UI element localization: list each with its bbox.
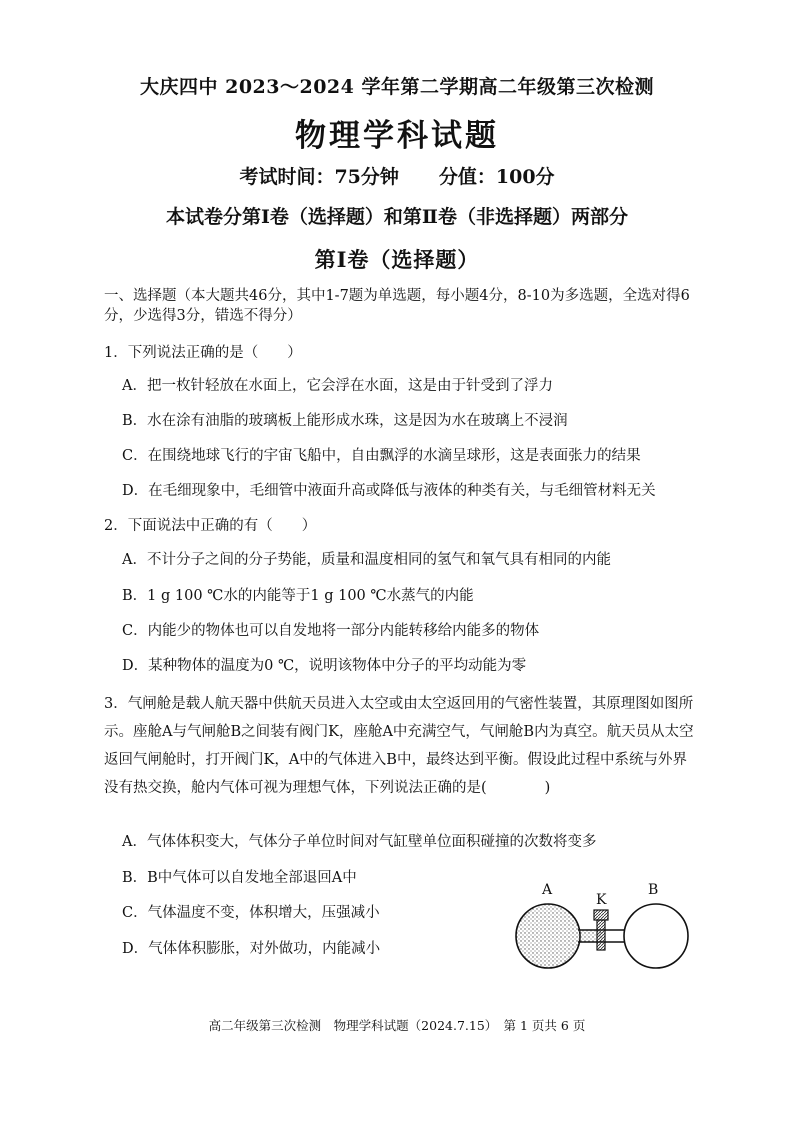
question-3-stem: 3．气闸舱是载人航天器中供航天员进入太空或由太空返回用的气密性装置，其原理图如图所示。座舱A与气闸舱B之间装有阀门K，座舱A中充满空气，气闸舱B内为真空。航天员从太空返回气闸舱时，打开阀门K，A中的气体进入B中，最终达到平衡。假设此过程中系统与外界没有热交换，舱内气体可视为理想气体，下列说法正确的是( ): [104, 696, 694, 796]
valve-k-stem: [597, 920, 605, 950]
question-2-option-d: D．某种物体的温度为0 ℃，说明该物体中分子的平均动能为零: [122, 658, 527, 674]
valve-k-handle: [594, 910, 608, 920]
question-3-option-c: C．气体温度不变，体积增大，压强减小: [122, 905, 380, 921]
question-3-option-d: D．气体体积膨胀，对外做功，内能减小: [122, 941, 381, 957]
label-a: A: [542, 882, 553, 898]
question-2-option-b: B．1 g 100 ℃水的内能等于1 g 100 ℃水蒸气的内能: [122, 588, 474, 604]
question-3-option-b: B．B中气体可以自发地全部退回A中: [122, 870, 357, 886]
exam-header: 大庆四中 2023～2024 学年第二学期高二年级第三次检测: [140, 76, 654, 98]
page-footer: 高二年级第三次检测 物理学科试题（2024.7.15） 第 1 页共 6 页: [208, 1018, 586, 1033]
question-2-option-a: A．不计分子之间的分子势能，质量和温度相同的氢气和氧气具有相同的内能: [122, 552, 611, 568]
paper-structure: 本试卷分第Ⅰ卷（选择题）和第Ⅱ卷（非选择题）两部分: [166, 206, 628, 228]
label-k: K: [596, 892, 607, 908]
question-1-option-b: B．水在涂有油脂的玻璃板上能形成水珠，这是因为水在玻璃上不浸润: [122, 413, 568, 429]
exam-time: 考试时间：75分钟: [239, 166, 399, 188]
question-3-option-a: A．气体体积变大，气体分子单位时间对气缸壁单位面积碰撞的次数将变多: [122, 834, 597, 850]
exam-info: [0, 162, 794, 189]
question-1-option-d: D．在毛细现象中，毛细管中液面升高或降低与液体的种类有关，与毛细管材料无关: [122, 483, 656, 499]
chamber-b: [624, 904, 688, 968]
question-1-stem: 1．下列说法正确的是（ ）: [104, 345, 302, 361]
label-b: B: [648, 882, 659, 898]
part-title: 第Ⅰ卷（选择题）: [314, 247, 480, 272]
airlock-diagram: [508, 880, 698, 970]
question-2-option-c: C．内能少的物体也可以自发地将一部分内能转移给内能多的物体: [122, 623, 540, 639]
page-title: 物理学科试题: [295, 118, 499, 154]
exam-score: 分值：100分: [438, 166, 555, 188]
chamber-a: [516, 904, 580, 968]
question-1-option-a: A．把一枚针轻放在水面上，它会浮在水面，这是由于针受到了浮力: [122, 378, 553, 394]
section-intro: 一、选择题（本大题共46分，其中1-7题为单选题，每小题4分，8-10为多选题，全选对得6分，少选得3分，错选不得分）: [104, 288, 690, 324]
question-2-stem: 2．下面说法中正确的有（ ）: [104, 518, 317, 534]
question-1-option-c: C．在围绕地球飞行的宇宙飞船中，自由飘浮的水滴呈球形，这是表面张力的结果: [122, 448, 641, 464]
